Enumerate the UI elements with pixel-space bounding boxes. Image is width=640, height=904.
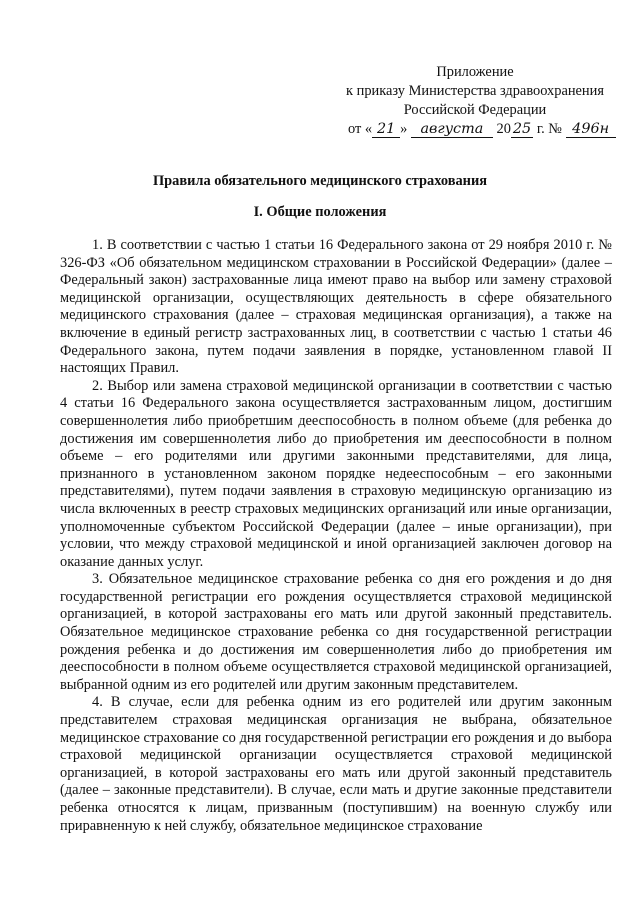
order-date-number-line bbox=[330, 120, 620, 139]
attachment-order-line: к приказу Министерства здравоохранения bbox=[346, 83, 604, 99]
handwritten-year-suffix: 25 bbox=[512, 121, 532, 137]
attachment-header bbox=[330, 63, 620, 139]
paragraph-3: 3. Обязательное медицинское страхование ребенка со дня его рождения и до дня государственной регистрации его рождения осуществляется страховой медицинской организацией, в которой застрахованы его мать или другой законный представитель. Обязательное медицинское страхование ребенка со дня государственной регистрации рождения ребенка и до достижения им совершеннолетия либо до приобретения им дееспособности в полном объеме осуществляется страховой медицинской организацией, выбранной одним из его родителей или другим законным представителем. bbox=[60, 571, 612, 693]
attachment-ministry-line: Российской Федерации bbox=[403, 102, 547, 118]
year-prefix: 20 bbox=[496, 121, 511, 137]
document-title: Правила обязательного медицинского страхования bbox=[152, 173, 488, 189]
date-close-quote: » bbox=[400, 121, 408, 137]
attachment-title: Приложение bbox=[436, 64, 514, 80]
paragraph-4: 4. В случае, если для ребенка одним из его родителей или другим законным представителем страховая медицинская организация не выбрана, обязательное медицинское страхование со дня государственной регистрации его рождения и до выбора страховой медицинской организации осуществляется страховой медицинской организацией, в которой застрахованы его мать или другой законный представитель (далее – законные представители). В случае, если мать и другие законные представители ребенка относятся к лицам, призванным (поступившим) на военную службу или приравненную к ней службу, обязательное медицинское страхование bbox=[60, 694, 612, 834]
handwritten-order-number: 496н bbox=[566, 122, 616, 138]
handwritten-day: 21 bbox=[372, 122, 400, 138]
document-body bbox=[60, 237, 612, 835]
paragraph-1: 1. В соответствии с частью 1 статьи 16 Федерального закона от 29 ноября 2010 г. № 326-ФЗ «Об обязательном медицинском страховании в Российской Федерации» (далее – Федеральный закон) застрахованные лица имеют право на выбор или замену страховой медицинской организации, осуществляющих деятельность в сфере обязательного медицинского страхования (далее – страховая медицинская организация), а также на включение в единый регистр застрахованных лиц, в соответствии с частью 1 статьи 46 Федерального закона, путем подачи заявления в порядке, установленном главой II настоящих Правил. bbox=[60, 237, 612, 377]
section-title: I. Общие положения bbox=[253, 204, 387, 220]
number-prefix: г. № bbox=[536, 121, 563, 137]
handwritten-month: августа bbox=[411, 122, 493, 138]
date-prefix: от « bbox=[348, 121, 373, 137]
paragraph-2: 2. Выбор или замена страховой медицинской организации в соответствии с частью 4 статьи 16 Федерального закона осуществляется застрахованным лицом, достигшим совершеннолетия либо приобретшим дееспособность в полном объеме (для ребенка до достижения им совершеннолетия либо до приобретения им дееспособности в полном объеме – его родителями или другими законными представителями, для лица, признанного в установленном законом порядке недееспособным – его законными представителями), путем подачи заявления в страховую медицинскую организацию из числа включенных в реестр страховых медицинских организаций или иные организации, уполномоченные субъектом Российской Федерации (далее – иные организации), при условии, что между страховой медицинской и иной организацией заключен договор на оказание данных услуг. bbox=[60, 377, 612, 570]
